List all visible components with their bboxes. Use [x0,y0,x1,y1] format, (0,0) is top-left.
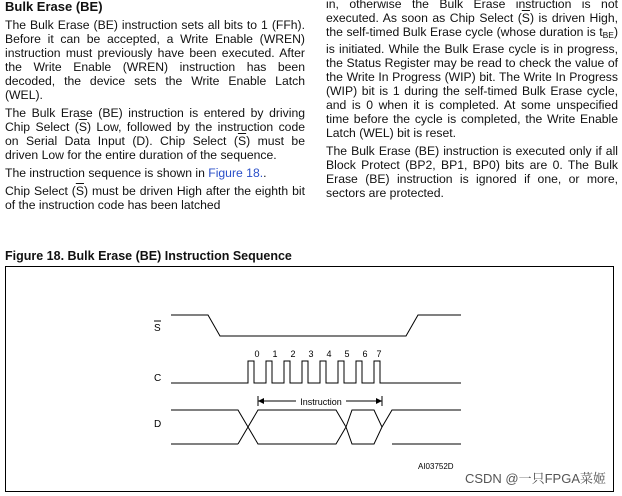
instruction-label: Instruction [300,397,342,407]
clock-bit-numbers [254,349,381,359]
bit-7: 7 [376,349,382,359]
bit-3: 3 [308,349,314,359]
figure-title: Figure 18. Bulk Erase (BE) Instruction Sequence [5,249,292,263]
paragraph-latch: Chip Select $(\overline{S})$ must be driven High after the eighth bit of the instruction code has been latched [5,184,305,212]
figure-link[interactable]: Figure 18. [208,166,264,180]
arrow-left-head [258,398,264,404]
arrow-right-head [376,398,382,404]
bit-2: 2 [290,349,296,359]
timing-diagram [6,267,613,491]
signal-label-d: D [154,419,162,430]
c-waveform [171,361,461,383]
d-waveform [171,410,461,444]
bit-6: 6 [362,349,368,359]
signal-label-s: S [154,323,161,334]
watermark: CSDN @一只FPGA菜姬 [464,471,606,486]
left-column [5,0,305,216]
paragraph-sequence: The instruction sequence is shown in Figure 18.. [5,166,267,180]
paragraph-entry: The Bulk Erase (BE) instruction is entered by driving Chip Select $(\overline{S})$ Low, followed by the instruction code on Serial Data Input (D). Chip Select $(\overline{S})$ must be driven Low for the entire duration of the sequence. [5,106,305,162]
bit-4: 4 [326,349,332,359]
bit-1: 1 [272,349,278,359]
s-waveform [171,315,461,336]
paragraph-intro: The Bulk Erase (BE) instruction sets all bits to 1 (FFh). Before it can be accepted, a Write Enable (WREN) instruction must previously have been executed. After the Write Enable (WREN) instruction has been decoded, the device sets the Write Enable Latch (WEL). [5,18,305,102]
bit-5: 5 [344,349,350,359]
paragraph-protect: The Bulk Erase (BE) instruction is executed only if all Block Protect (BP2, BP1, BP0) bits are 0. The Bulk Erase (BE) instruction is ignored if one, or more, sectors are protected. [326,144,618,200]
bit-0: 0 [254,349,260,359]
paragraph-cycle: in, otherwise the Bulk Erase instruction is not executed. As soon as Chip Select $(\overline{S})$ is driven High, the self-timed Bulk Erase cycle (whose duration is $t_{BE}$) is initiated. While the Bulk Erase cycle is in progress, the Status Register may be read to check the value of the Write In Progress (WIP) bit. The Write In Progress (WIP) bit is 1 during the self-timed Bulk Erase cycle, and is 0 when it is completed. At some unspecified time before the cycle is completed, the Write Enable Latch (WEL) bit is reset. [326,0,618,140]
figure-id: AI03752D [418,462,454,471]
right-column [326,0,618,204]
signal-label-c: C [154,373,162,384]
timing-diagram-frame [5,266,614,492]
section-heading: Bulk Erase (BE) [5,0,103,14]
